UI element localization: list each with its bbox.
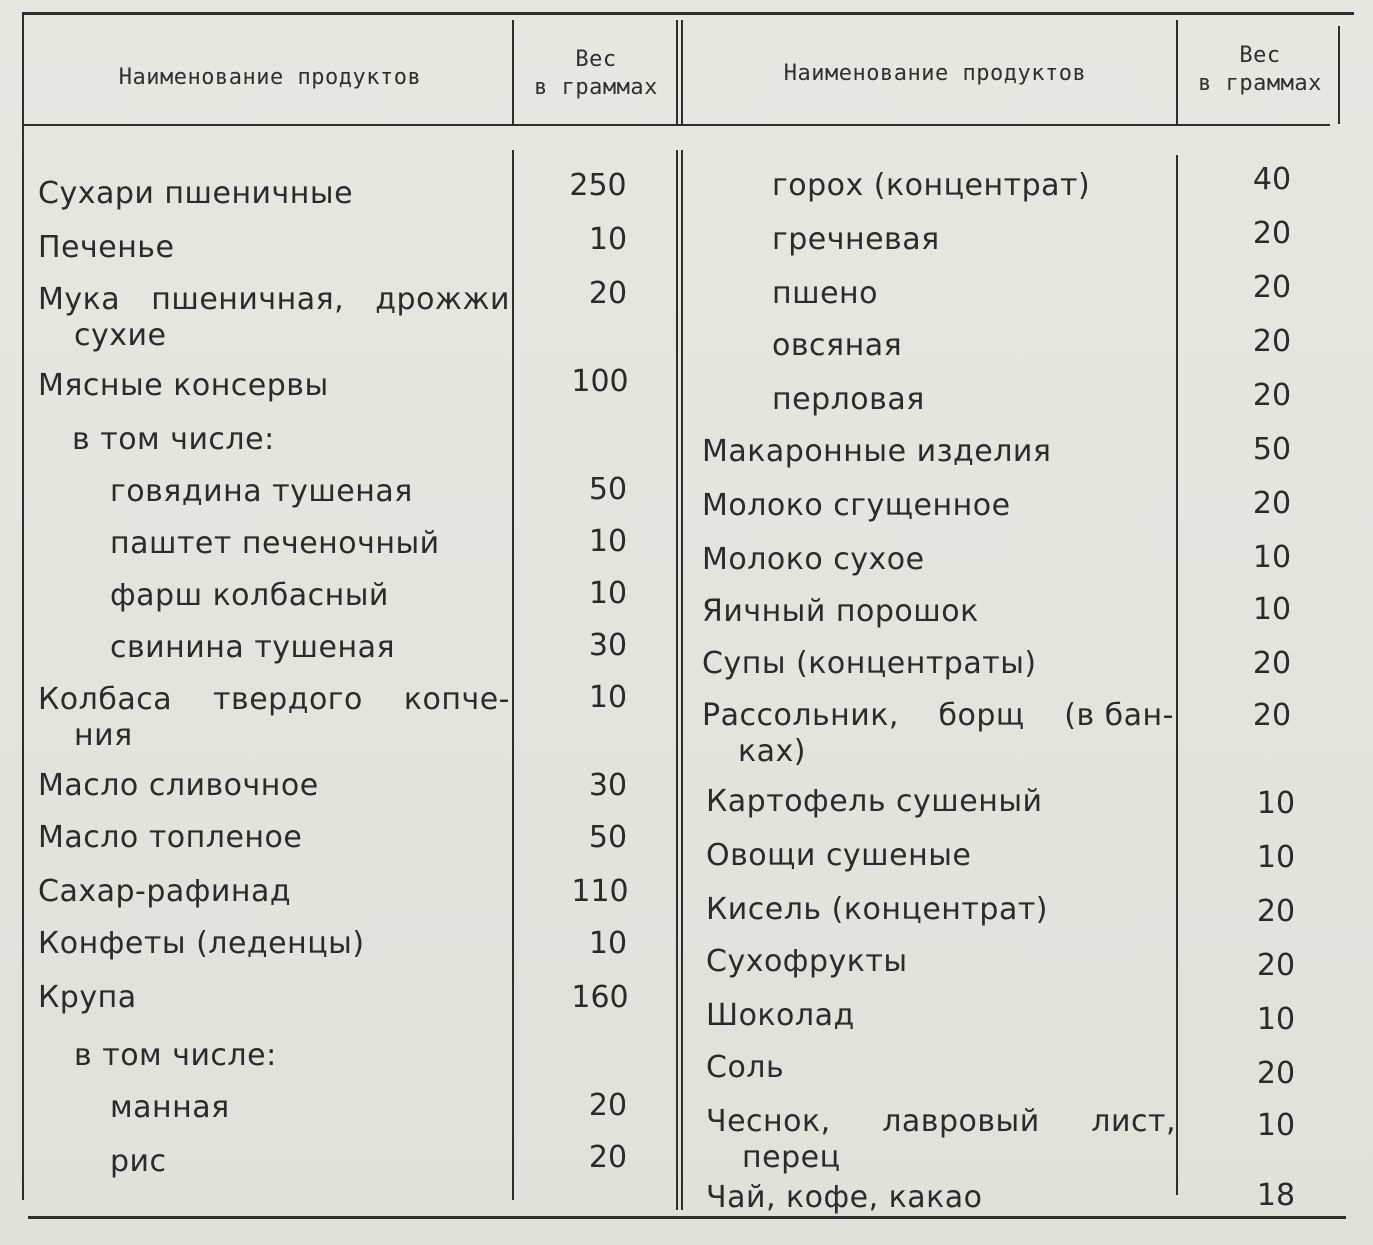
table-row-value: 20 <box>1256 894 1296 929</box>
table-row-name: Яичный порошок <box>702 594 979 629</box>
table-row-value: 20 <box>1252 324 1292 359</box>
header-weight-line2: в граммах <box>534 75 658 100</box>
table-row-name-wrapped <box>702 698 1174 769</box>
table-row-value: 50 <box>588 820 628 855</box>
table-row-name: Крупа <box>38 980 137 1015</box>
name-part: лавровый <box>882 1104 1040 1139</box>
table-row-name: Сухари пшеничные <box>38 176 354 211</box>
header-weight-right <box>1180 42 1340 98</box>
name-continuation: ках) <box>738 734 806 769</box>
header-product-name-right <box>700 60 1170 88</box>
table-row-value: 18 <box>1256 1178 1296 1213</box>
table-row-name: Молоко сухое <box>702 542 925 577</box>
header-product-name-left <box>40 64 500 92</box>
table-row-value: 20 <box>1252 646 1292 681</box>
table-row-value: 20 <box>1252 270 1292 305</box>
table-row-name-wrapped <box>706 1104 1176 1175</box>
header-divider-3 <box>1176 20 1178 124</box>
table-row-name: перловая <box>772 382 925 417</box>
name-part: дрожжи <box>375 282 510 317</box>
table-row-value: 110 <box>571 874 629 909</box>
table-row-value: 20 <box>1256 1056 1296 1091</box>
table-row-name: Шоколад <box>706 998 855 1033</box>
table-row-name: Мясные консервы <box>38 368 329 403</box>
name-continuation: сухие <box>74 318 167 353</box>
table-row-value: 50 <box>588 472 628 507</box>
name-part: Мука <box>38 282 121 317</box>
table-row-name: Печенье <box>38 230 175 265</box>
table-row-name: пшено <box>772 276 878 311</box>
header-weight-line2: в граммах <box>1198 71 1322 96</box>
table-row-value: 20 <box>1252 486 1292 521</box>
table-row-value: 20 <box>1256 948 1296 983</box>
table-row-name: говядина тушеная <box>110 474 413 509</box>
table-row-name: Сухофрукты <box>706 944 908 979</box>
table-row-name: Масло сливочное <box>38 768 319 803</box>
table-row-value: 50 <box>1252 432 1292 467</box>
table-row-value: 10 <box>1256 786 1296 821</box>
table-row-value: 20 <box>1252 378 1292 413</box>
table-row-value: 30 <box>588 628 628 663</box>
name-part: (в бан- <box>1064 698 1174 733</box>
table-row-name: гречневая <box>772 222 940 257</box>
table-row-name: Соль <box>706 1050 785 1085</box>
name-part: копче- <box>403 682 510 717</box>
header-text: Наименование продуктов <box>783 61 1087 86</box>
table-row-value: 20 <box>588 1140 628 1175</box>
table-row-name: паштет печеночный <box>110 526 440 561</box>
table-row-name: фарш колбасный <box>110 578 389 613</box>
name-part: лист, <box>1091 1104 1176 1139</box>
header-divider-2b <box>681 20 683 124</box>
table-row-value: 20 <box>588 276 628 311</box>
name-part: твердого <box>213 682 363 717</box>
name-continuation: перец <box>742 1140 841 1175</box>
table-row-name: Кисель (концентрат) <box>706 892 1049 927</box>
header-text: Наименование продуктов <box>118 65 422 90</box>
table-row-name: свинина тушеная <box>110 630 395 665</box>
table-header-rule <box>24 124 1330 126</box>
table-row-value: 250 <box>569 168 627 203</box>
table-row-name: Картофель сушеный <box>706 784 1043 819</box>
table-row-name: Конфеты (леденцы) <box>38 926 365 961</box>
name-part: Колбаса <box>38 682 173 717</box>
table-row-name: рис <box>110 1144 167 1179</box>
table-bottom-rule <box>28 1216 1346 1219</box>
table-row-value: 10 <box>1252 592 1292 627</box>
header-divider-2a <box>676 20 678 124</box>
table-row-value: 20 <box>588 1088 628 1123</box>
table-row-value: 160 <box>571 980 629 1015</box>
table-row-name: в том числе: <box>74 1038 277 1073</box>
name-part: пшеничная, <box>151 282 345 317</box>
header-divider-1 <box>512 20 514 124</box>
table-row-name: Молоко сгущенное <box>702 488 1011 523</box>
table-row-name-wrapped <box>38 282 510 353</box>
name-part: Чеснок, <box>706 1104 831 1139</box>
table-row-name: Овощи сушеные <box>706 838 972 873</box>
table-row-value: 10 <box>588 576 628 611</box>
name-continuation: ния <box>74 718 133 753</box>
header-weight-line1: Вес <box>575 47 617 72</box>
table-row-name: овсяная <box>772 328 903 363</box>
table-row-value: 10 <box>1256 840 1296 875</box>
table-row-value: 20 <box>1252 698 1292 733</box>
table-row-value: 20 <box>1252 216 1292 251</box>
table-row-name: Супы (концентраты) <box>702 646 1037 681</box>
table-left-border <box>22 12 24 1200</box>
table-row-value: 10 <box>588 680 628 715</box>
table-row-value: 10 <box>1256 1108 1296 1143</box>
table-row-name: Макаронные изделия <box>702 434 1052 469</box>
table-row-value: 40 <box>1252 162 1292 197</box>
body-divider-2a <box>676 150 678 1210</box>
table-row-name: горох (концентрат) <box>772 168 1091 203</box>
name-part: Рассольник, <box>702 698 899 733</box>
body-divider-2b <box>681 150 683 1210</box>
header-weight-left <box>516 46 676 102</box>
header-weight-line1: Вес <box>1239 43 1281 68</box>
table-row-value: 10 <box>588 524 628 559</box>
table-row-value: 30 <box>588 768 628 803</box>
table-row-value: 10 <box>588 926 628 961</box>
table-row-name: Масло топленое <box>38 820 303 855</box>
body-divider-3 <box>1176 155 1178 1195</box>
table-row-value: 10 <box>1252 540 1292 575</box>
table-top-rule <box>24 12 1354 15</box>
table-row-name: Чай, кофе, какао <box>706 1180 983 1215</box>
name-part: борщ <box>938 698 1025 733</box>
table-row-name-wrapped <box>38 682 510 753</box>
table-row-name: в том числе: <box>72 422 275 457</box>
table-row-value: 100 <box>571 364 629 399</box>
table-row-name: манная <box>110 1090 230 1125</box>
table-row-name: Сахар-рафинад <box>38 874 292 909</box>
table-row-value: 10 <box>588 222 628 257</box>
body-divider-1 <box>512 150 514 1200</box>
table-row-value: 10 <box>1256 1002 1296 1037</box>
